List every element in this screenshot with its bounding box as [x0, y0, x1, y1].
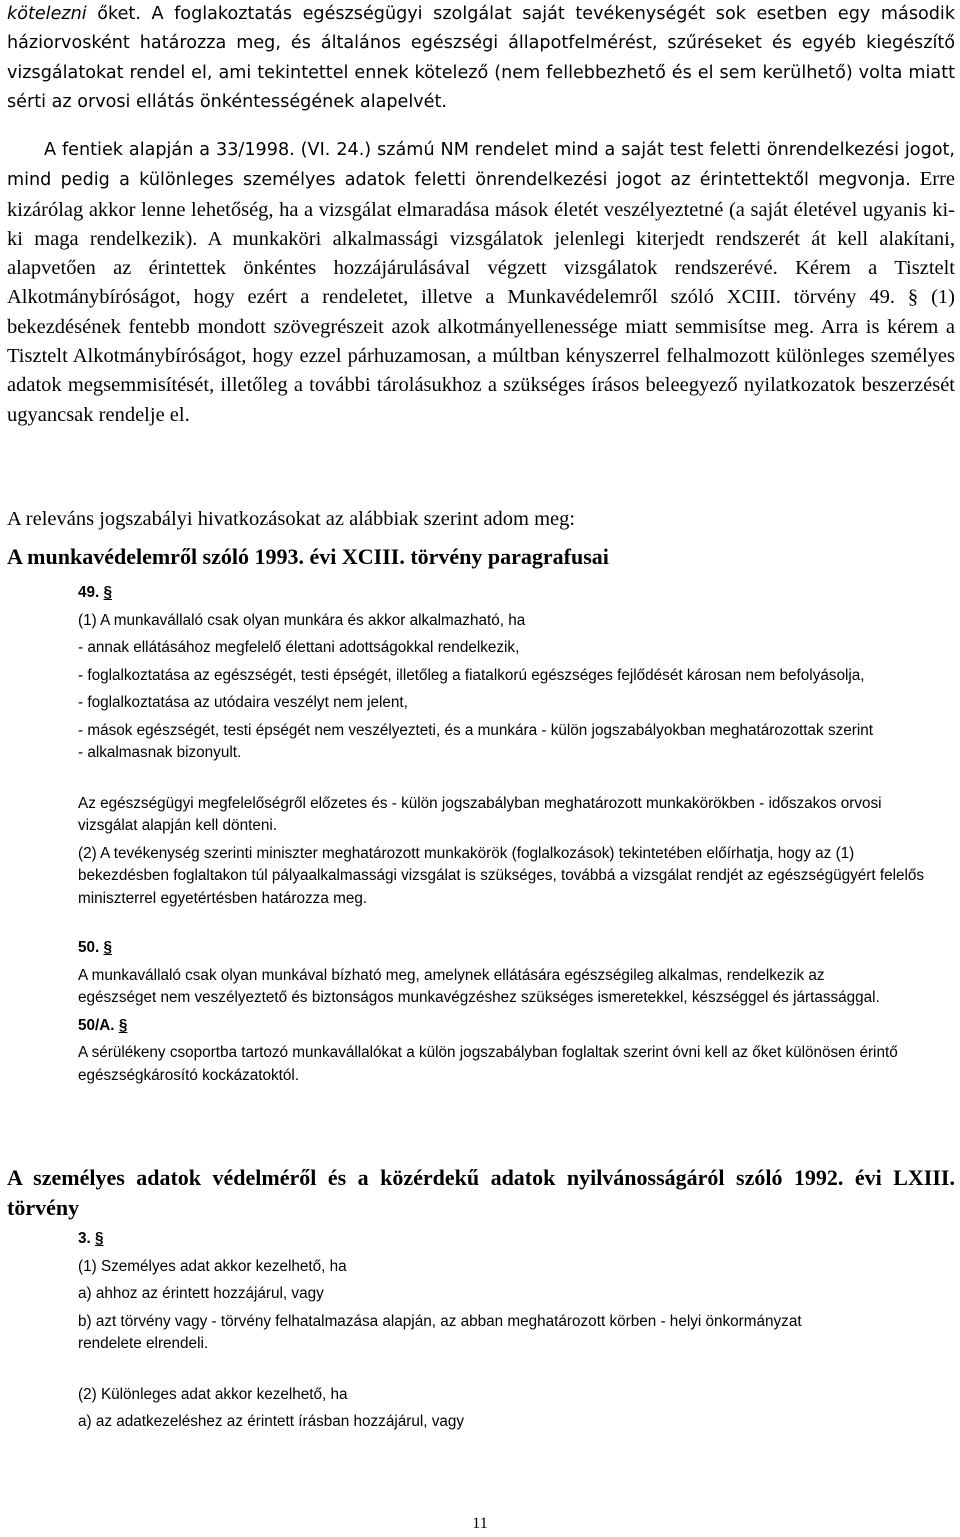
argument-paragraph: [7, 135, 955, 430]
argument-serif-text-2: (1) bekezdésének fentebb mondott szövegrészeit azok alkotmányellenessége miatt semmisítse meg. Arra is kérem a Tisztelt Alkotmánybíróságot, hogy ezzel párhuzamosan, a múltban kényszerrel felhalmozott különleges személyes adatok megsemmisítését, illetőleg a további tárolásukhoz a szükséges írásos beleegyező nyilatkozatok beszerzését ugyancsak rendelje el.: [7, 286, 955, 426]
section-50a-number: 50/A.: [78, 1016, 115, 1034]
section-49-label: [78, 582, 950, 605]
s49-line-5: - mások egészségét, testi épségét nem veszélyezteti, és a munkára - külön jogszabályokban meghatározottak szerint - alkalmasnak bizonyult.: [78, 721, 873, 761]
section-50-number: 50.: [78, 939, 100, 956]
section-49-number: 49.: [78, 584, 100, 601]
s49-tail-2: (2) A tevékenység szerinti miniszter meghatározott munkakörök (foglalkozások) tekintetében előírhatja, hogy az (1) bekezdésben foglaltakon túl pályaalkalmassági vizsgálat is szükséges, továbbá a vizsgálat rendjét az egészségügyért felelős miniszterrel egyetértésben határozza meg.: [78, 844, 925, 907]
s3-line-3: b) azt törvény vagy - törvény felhatalmazása alapján, az abban meghatározott körben - helyi önkormányzat rendelete elrendeli.: [78, 1312, 802, 1352]
s50a-text: A sérülékeny csoportba tartozó munkavállalókat a külön jogszabályban foglaltak szerint óvni kell az őket különösen érintő egészségkárosító kockázatoktól.: [78, 1044, 898, 1084]
law-heading-1992: A személyes adatok védelméről és a közérdekű adatok nyilvánosságáról szóló 1992. évi LXIII. törvény: [7, 1165, 955, 1220]
intro-paragraph: [7, 0, 955, 117]
s49-line-3: - foglalkoztatása az egészségét, testi épségét, illetőleg a fiatalkorú egészséges fejlődését károsan nem befolyásolja,: [78, 666, 865, 684]
law-1992-sections: [78, 1228, 950, 1434]
argument-serif-text-1: Erre kizárólag akkor lenne lehetőség, ha a vizsgálat elmaradása mások életét veszélyeztetné (a saját életével ugyanis ki-ki maga rendelkezik). A munkaköri alkalmassági vizsgálatok jelenlegi kiterjedt rendszerét át kell alakítani, alapvetően az érintettek önkéntes hozzájárulásával végzett vizsgálatok rendszerévé. Kérem a Tisztelt Alkotmánybíróságot, hogy ezért a rendeletet, illetve a Munkavédelemről szóló XCIII. törvény 49.: [7, 168, 955, 309]
relevant-references-line: A releváns jogszabályi hivatkozásokat az alábbiak szerint adom meg:: [7, 508, 576, 530]
section-sign-icon: §: [95, 1230, 104, 1247]
s49-line-1: (1) A munkavállaló csak olyan munkára és akkor alkalmazható, ha: [78, 611, 526, 629]
section-sign-icon: §: [103, 939, 113, 956]
law-1993-sections: [78, 582, 950, 1087]
section-sign-icon: §: [907, 286, 919, 309]
s3-line-2: a) ahhoz az érintett hozzájárul, vagy: [78, 1285, 324, 1302]
s3-line-4: (2) Különleges adat akkor kezelhető, ha: [78, 1385, 348, 1403]
intro-italic-word: kötelezni: [7, 4, 87, 24]
argument-sans-text: A fentiek alapján a 33/1998. (VI. 24.) számú NM rendelet mind a saját test feletti önrendelkezési jogot, mind pedig a különleges személyes adatok feletti önrendelkezési jogot az érintettektől megvonja.: [7, 140, 955, 191]
s50-text: A munkavállaló csak olyan munkával bízható meg, amelynek ellátására egészségileg alkalmas, rendelkezik az egészséget nem veszélyeztető és biztonságos munkavégzéshez szükséges ismeretekkel, készséggel és jártassággal.: [78, 966, 880, 1006]
section-sign-icon: §: [103, 584, 113, 601]
s49-line-2: - annak ellátásához megfelelő élettani adottságokkal rendelkezik,: [78, 639, 520, 656]
section-3-number: 3.: [78, 1230, 91, 1247]
s3-line-1: (1) Személyes adat akkor kezelhető, ha: [78, 1257, 347, 1275]
section-50a-label: [78, 1015, 950, 1038]
section-3-label: [78, 1228, 950, 1251]
intro-text: őket. A foglakoztatás egészségügyi szolgálat saját tevékenységét sok esetben egy második háziorvosként határozza meg, és általános egészségi állapotfelmérést, szűréseket és egyéb kiegészítő vizsgálatokat rendel el, ami tekintettel ennek kötelező (nem fellebbezhető és el sem kerülhető) volta miatt sérti az orvosi ellátás önkéntességének alapelvét.: [7, 4, 956, 112]
s49-line-4: - foglalkoztatása az utódaira veszélyt nem jelent,: [78, 694, 408, 711]
section-50-label: [78, 937, 950, 960]
law-heading-1993: A munkavédelemről szóló 1993. évi XCIII. törvény paragrafusai: [7, 544, 609, 569]
section-sign-icon: §: [118, 1016, 128, 1034]
page-number: 11: [472, 1515, 488, 1532]
s49-tail-1: Az egészségügyi megfelelőségről előzetes és - külön jogszabályban meghatározott munkakörökben - időszakos orvosi vizsgálat alapján kell dönteni.: [78, 794, 882, 834]
s3-line-5: a) az adatkezeléshez az érintett írásban hozzájárul, vagy: [78, 1413, 465, 1430]
